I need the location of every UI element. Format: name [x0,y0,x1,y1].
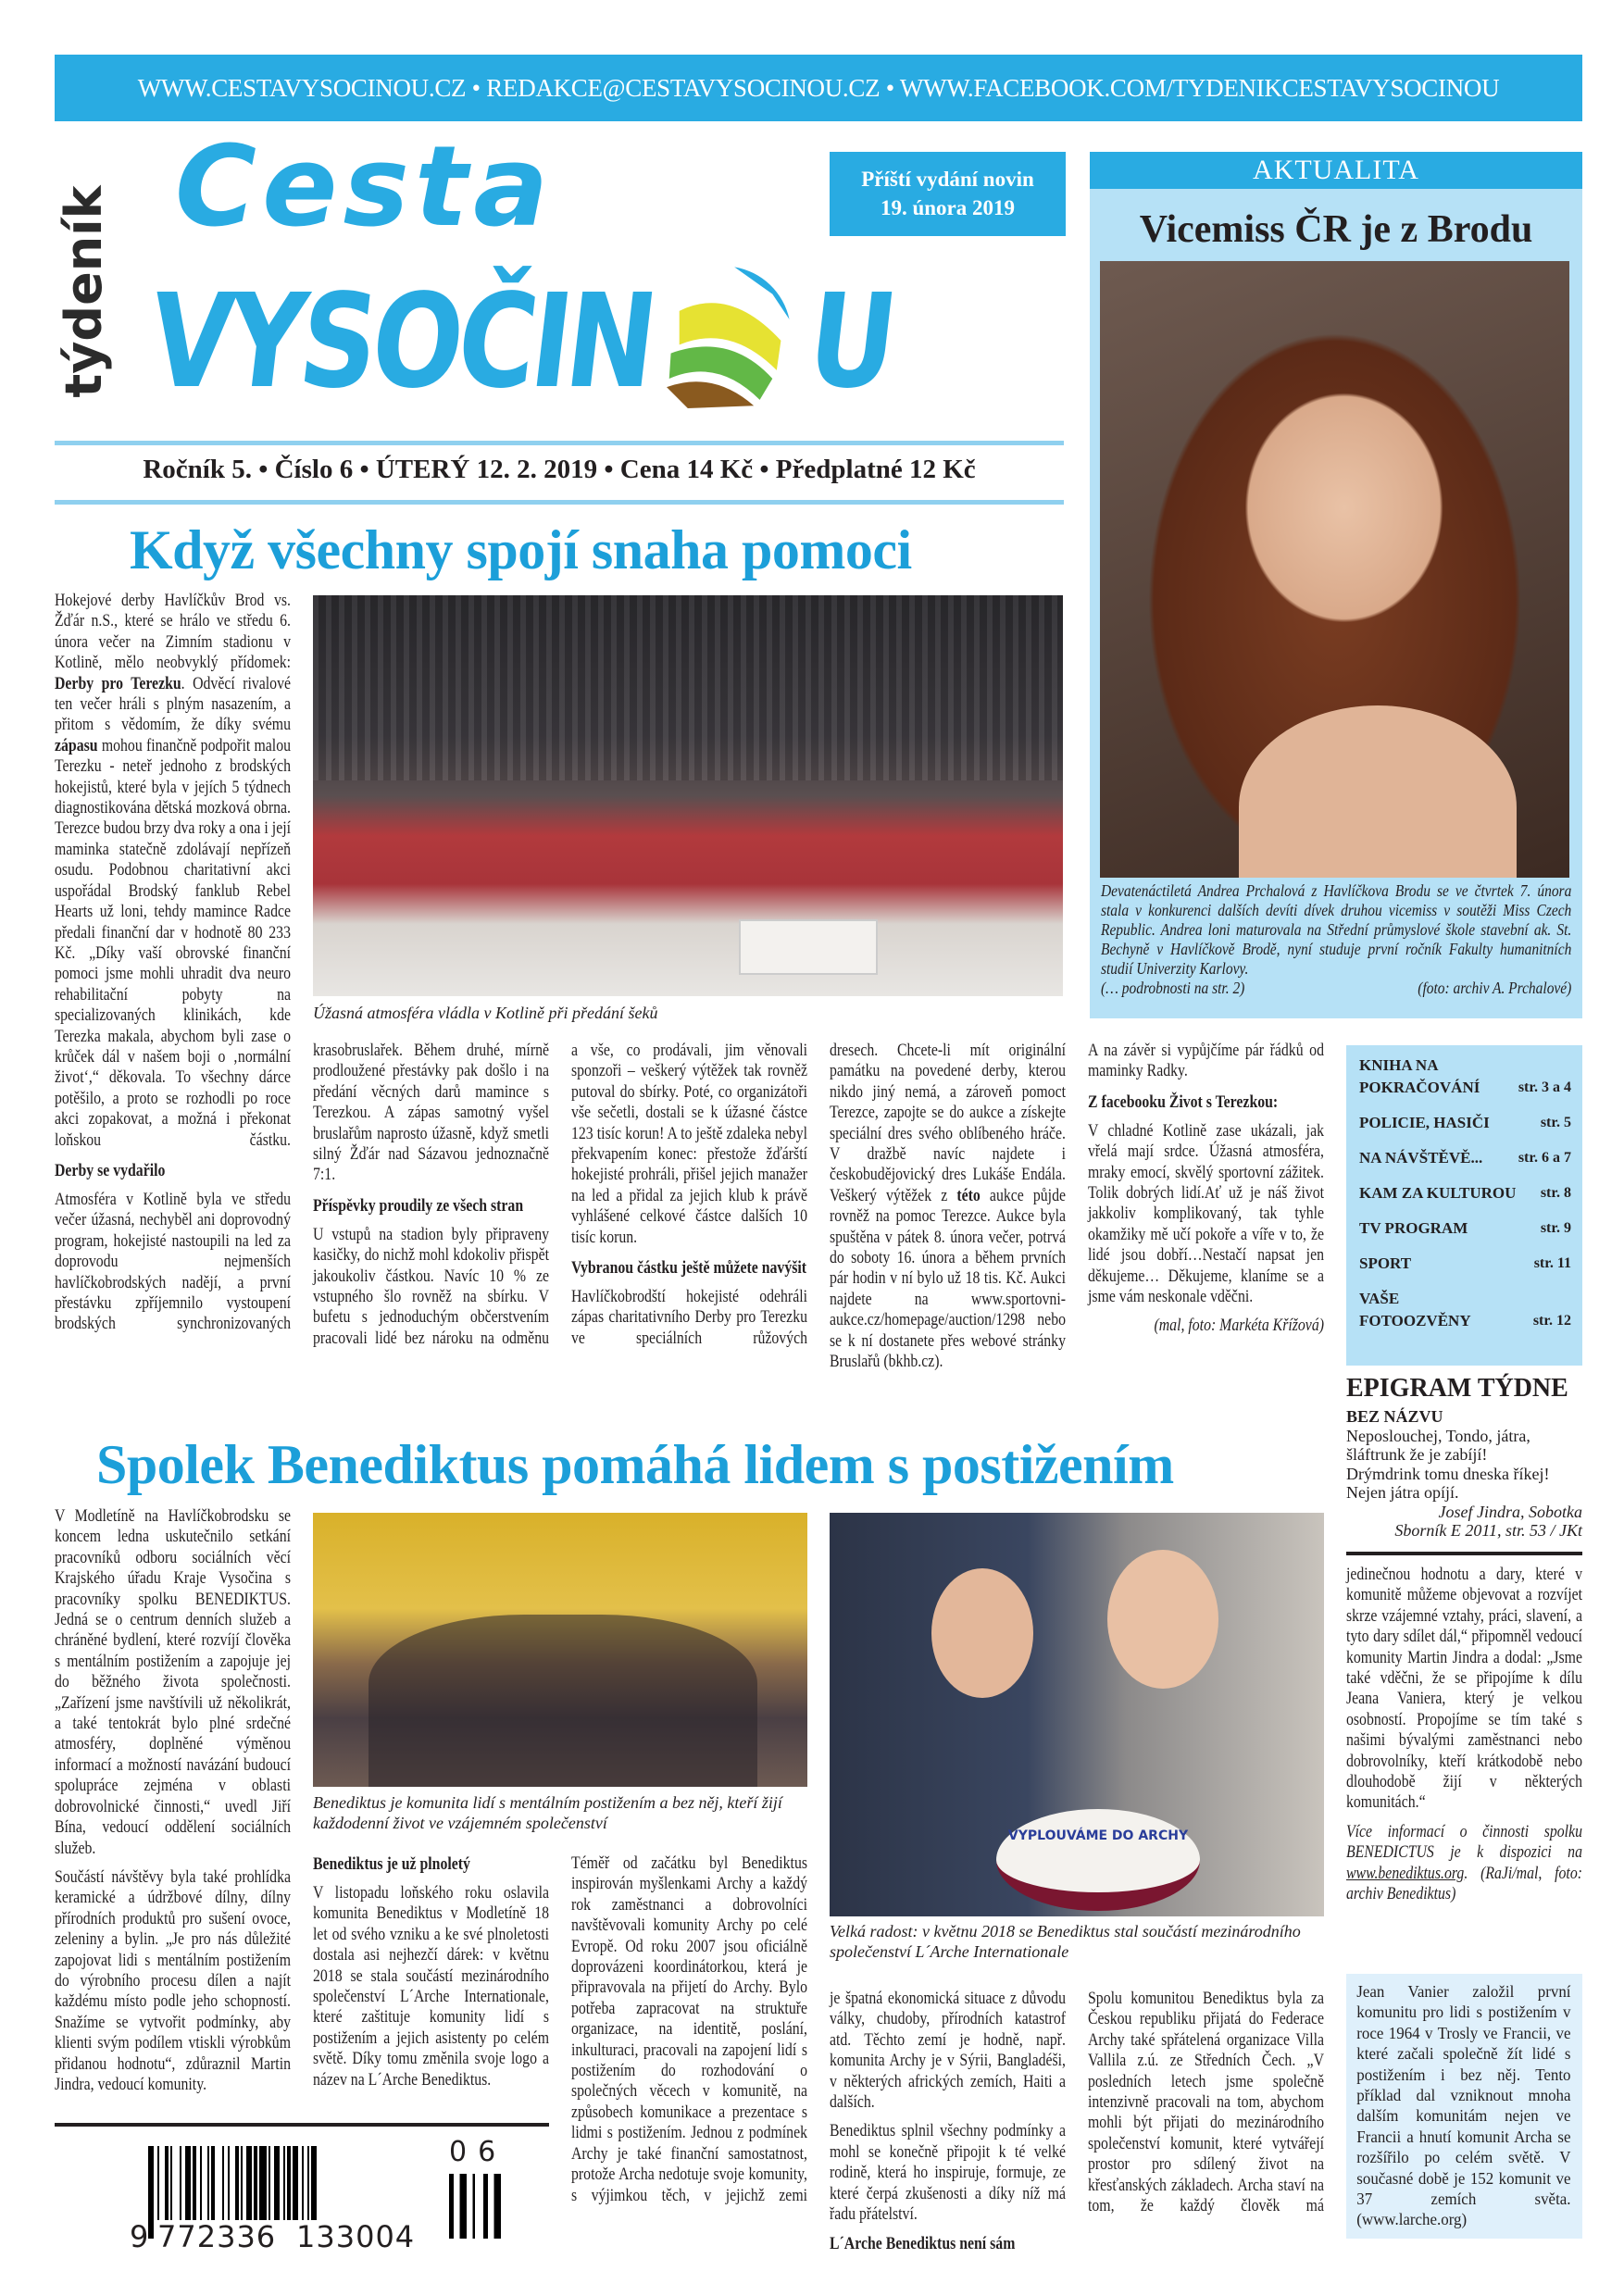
benediktus-group-photo [313,1513,807,1787]
article1-col4 [830,1041,1066,1381]
toc-label: KNIHA NA POKRAČOVÁNÍ [1359,1056,1480,1096]
article2-credit: . (RaJi/mal, foto: archiv Benediktus) [1346,1863,1582,1904]
text: mohou finančně podpořit malou Terezku - neteř jednoho z brodských hokejistů, které byla v jejích 5 týdnech diagnostikována dětská mozková obrna. Terezce budou brzy dva roky a ona i její maminka statečně zdolávají nepřízeň osudu. Podobnou charitativní akci uspořádal Brodský fanklub Rebel Hearts už loni, tehdy mamince Radce předali finanční dar v hodnotě 80 233 Kč. „Díky vaší obrovské finanční pomoci jsme mohli uhradit dva neuro rehabilitační pobyty na specializovaných klinikách, kde Terezka makala, abychom byli zase o krůček dál v našem boji o ‚normální život‘,“ děkovala. To všechny dárce potěšilo, a proto se rozhodli po roce akci zopakovat, a možná i překonat loňskou částku. [55,735,291,1150]
toc-label: NA NÁVŠTĚVĚ... [1359,1149,1483,1167]
toc-item[interactable] [1359,1253,1571,1275]
barcode-bar [211,2146,215,2220]
barcode-bar [148,2146,154,2239]
cake-photo-caption: Velká radost: v květnu 2018 se Benediktus stal součástí mezinárodního společenství L´Arche Internationale [830,1922,1301,1961]
subheading: Derby se vydařilo [55,1160,166,1180]
logo-vysocinou [142,264,905,418]
aktualita-caption [1101,881,1571,998]
paragraph: Havlíčkobrodští hokejisté odehráli zápas charitativního Derby pro Terezku ve speciálních růžových [571,1287,807,1348]
barcode-bar [283,2146,285,2220]
paragraph: V listopadu loňského roku oslavila komunita Benediktus v Modletíně 18 let od svého vzniku a ke své plnoletosti dostala asi nejhezčí dárek: v květnu 2018 se stala součástí mezinárodního společenství L´Arche Internationale, které zaštituje komunity lidí s postižením a jejich asistenty po celém světě. Díky tomu změnila svoje logo a název na L´Arche Benediktus. [313,1883,549,2090]
aktualita-caption-text: Devatenáctiletá Andrea Prchalová z Havlíčkova Brodu se ve čtvrtek 7. února stala v konkurenci dalších devíti dívek druhou vicemiss v soutěži Miss Czech Republic. Andrea loni maturovala na Střední průmyslové škole stavební ak. St. Bechyně v Havlíčkově Brodě, nyní studuje první ročník Fakulty humanitních studií Univerzity Karlovy. [1101,881,1572,978]
woman-face-shape [931,1568,1033,1698]
barcode-addon-bar [449,2174,454,2239]
logo-cesta: Cesta [175,123,555,252]
barcode-addon-bar [473,2174,476,2239]
epigram-title: BEZ NÁZVU [1346,1407,1443,1426]
article2-col5 [1088,1989,1324,2225]
article2-col6 [1346,1565,1582,1914]
barcode-addon-bar [494,2174,502,2239]
article2-col4 [830,1989,1066,2263]
barcode-digits-left: 772336 [157,2219,277,2254]
barcode-bar [200,2146,202,2220]
contents-box [1346,1045,1582,1366]
subheading: Z facebooku Život s Terezkou: [1088,1092,1279,1112]
article1-col2 [313,1041,549,1357]
toc-label: TV PROGRAM [1359,1219,1468,1237]
vicemiss-photo [1100,261,1569,878]
toc-page: str. 11 [1533,1255,1571,1271]
article1-col1 [55,591,291,1343]
paragraph: Atmosféra v Kotlině byla ve středu večer úžasná, nechyběl ani doprovodný program, hokejisté nastoupili na led za doprovodu nejmenších havlíčkobrodských nadějí, a první přestávku zpříjemnilo vystoupení brodských synchronizovaných [55,1189,291,1334]
toc-label: KAM ZA KULTUROU [1359,1184,1517,1202]
subheading: Příspěvky proudily ze všech stran [313,1195,524,1216]
text-bold: Derby pro Terezku [55,673,181,693]
barcode-bar [170,2146,172,2220]
text-bold: této [956,1185,981,1205]
barcode-addon-bar [460,2174,468,2239]
next-issue-date: 19. února 2019 [880,196,1016,219]
barcode-bar [307,2146,309,2220]
text: . Odvěcí rivalové ten večer hráli s plným nasazením, a přitom s vědomím, že díky svému [55,673,292,735]
toc-page: str. 12 [1532,1313,1571,1329]
barcode-bar [207,2146,209,2220]
barcode-bar [222,2146,224,2220]
divider [1346,1552,1582,1555]
logo-globe-icon [652,260,800,408]
paragraph: Spolu komunitou Benediktus byla za Českou republiku přijatá do Federace Archy také spřátelená organizace Villa Vallila z.ú. ze Středních Čech. „V posledních letech jsme společně intenzivně pracovali na tom, abychom mohli být přijati do mezinárodního společenství komunit, které vytvářejí prostor pro sdílený život na křesťanských základech. Archa staví na tom, že každý člověk má [1088,1989,1324,2216]
aktualita-more-link[interactable]: (… podrobnosti na str. 2) [1101,979,1245,997]
toc-page: str. 6 a 7 [1518,1150,1571,1166]
aktualita-credit: (foto: archiv A. Prchalové) [1418,979,1572,997]
toc-label: POLICIE, HASIČI [1359,1114,1490,1131]
barcode-bar [241,2146,243,2220]
aktualita-panel [1090,189,1582,1018]
epigram-author: Josef Jindra, Sobotka [1438,1502,1582,1521]
paragraph: je špatná ekonomická situace z důvodu války, chudoby, přírodních katastrof atd. Těchto zemí je hodně, např. komunita Archy je v Sýrii, Bangladéši, v některých afrických zemích, Haiti a dalších. [830,1989,1066,2113]
article1-col3 [571,1041,807,1357]
jean-vanier-text: Jean Vanier založil první komunitu pro lidi s postižením v roce 1964 v Trosly ve Francii, ve které začali společně žít lidé s postižením i bez něj. Tento příklad dal vzniknout mnoha dalším komunitám nejen ve Francii a hnutí komunit Archa se rozšířilo po celém světě. V současné době je 152 komunit ve 37 zemích světa. (www.larche.org) [1356,1982,1571,2229]
divider [55,2123,549,2127]
toc-item[interactable] [1359,1288,1571,1332]
barcode-bar [246,2146,252,2220]
article2-col2 [313,1853,549,2099]
article2-headline: Spolek Benediktus pomáhá lidem s postižením [96,1434,1174,1495]
aktualita-title: Vicemiss ČR je z Brodu [1139,208,1533,251]
team-banner-check [739,919,878,975]
text: aukce půjde rovněž na pomoc Terezce. Aukce byla spuštěna v pátek 8. února večer, potrvá do soboty 16. února a během prvních pár hodin v ní bylo už 18 tis. Kč. Aukci najdete na www.sportovniaukce.cz/homepage/auction/1298 nebo se k ní dostanete přes webové stránky Bruslařů (bkhb.cz). [830,1185,1066,1372]
paragraph: V chladné Kotlině zase ukázali, jak vřelá mají srdce. Úžasná atmosféra, mraky emocí, skvělý sportovní zážitek. Tolik dobrých lidí.Ať už je náš život jakkoliv komplikovaný, tak tyhle okamžiky mě učí pokoře a víře v to, že lidé jsou dobří…Nestačí napsat jen děkujeme… Děkujeme, klaníme se a jsme vám neskonale vděčni. [1088,1120,1324,1307]
contact-banner: WWW.CESTAVYSOCINOU.CZ • REDAKCE@CESTAVYSOCINOU.CZ • WWW.FACEBOOK.COM/TYDENIKCESTAVYSOCINOU [55,55,1582,121]
barcode-bar [302,2146,304,2220]
crowd-texture [313,595,1063,780]
toc-item[interactable] [1359,1217,1571,1240]
barcode-addon-digits: 06 [449,2136,507,2168]
logo-u: U [800,267,905,418]
toc-label: SPORT [1359,1254,1412,1272]
toc-label: VAŠE FOTOOZVĚNY [1359,1290,1471,1329]
article1-credit: (mal, foto: Markéta Křížová) [1154,1316,1324,1336]
man-face-shape [1107,1550,1218,1689]
cake-text: VYPLOUVÁME DO ARCHY [1007,1828,1189,1843]
paragraph: jedinečnou hodnotu a dary, které v komunitě můžeme objevovat a rozvíjet skrze vzájemné vztahy, práci, slavení, a tyto dary sdílet dál,“ připomněl vedoucí komunity Martin Jindra a dodal: „Jsme také vděčni, že se připojíme k dílu Jeana Vaniera, který je velkou osobností. Propojíme se tím také s našimi bývalými zaměstnanci nebo dobrovolníky, kteří krátkodobě nebo dlouhodobě žijí v některých komunitách.“ [1346,1565,1582,1813]
group-photo-caption: Benediktus je komunita lidí s mentálním postižením a bez něj, kteří žijí každodenní život ve vzájemném společenství [313,1793,782,1832]
shoulder-shape [1239,705,1517,878]
article1-headline: Když všechny spojí snaha pomoci [130,519,912,580]
paragraph: a vše, co prodávali, jim věnovali sponzoři – veškerý výtěžek tak rovněž putoval do sbírky. Poté, co organizátoři vše sečetli, dostali se k úžasné částce 123 tisíc korun! A to ještě zdaleka nebyl překvapením konec: přestože žďárští hokejisté prohráli, přišel jejich manažer na led a přidal za jejich klub k právě vyhlášené celkové částce dalších 10 tisíc korun. [571,1041,807,1247]
paragraph: Benediktus splnil všechny podmínky a mohl se konečně připojit k té velké rodině, která ho inspiruje, formuje, ze které čerpá zkušenosti a díky níž má řadu přátelství. [830,2121,1066,2225]
paragraph: Součástí návštěvy byla také prohlídka keramické a údržbové dílny, dílny přírodních produktů pro sušení ovoce, zeleniny a bylin. „Je pro nás důležité zapojovat lidi s mentálním postižením do výrobního procesu dílen a najít každému místo podle jeho schopností. Snažíme se vytvořit podmínky, aby klienti svým podílem vtiskli výrobkům přidanou hodnotu“, zdůraznil Martin Jindra, vedoucí komunity. [55,1866,291,2094]
toc-item[interactable] [1359,1112,1571,1134]
barcode-bar [193,2146,196,2220]
paragraph: krasobruslařek. Během druhé, mírně prodloužené přestávky pak došlo i na předání věcných darů mamince s Terezkou. A zápas samotný vyšel bruslařům naprosto úžasně, když smetli silný Žďár nad Sázavou jednoznačně 7:1. [313,1041,549,1185]
barcode-addon-bar [483,2174,488,2239]
barcode-bar [254,2146,257,2220]
jean-vanier-box [1346,1974,1582,2239]
article2-col3 [571,1853,807,2215]
subheading: Benediktus je už plnoletý [313,1854,470,1874]
toc-page: str. 5 [1540,1115,1571,1130]
barcode-bar [293,2146,298,2220]
logo-vertical-tydenik: týdeník [55,185,113,398]
epigram-source: Sborník E 2011, str. 53 / JKt [1394,1521,1582,1540]
epigram [1346,1407,1582,1541]
barcode-digit-first: 9 [130,2219,149,2254]
text: Hokejové derby Havlíčkův Brod vs. Žďár n.S., které se hrálo ve středu 6. února večer na Zimním stadionu v Kotlině, mělo neobvyklý přídomek: [55,591,291,673]
benediktus-link[interactable]: www.benediktus.org [1346,1863,1465,1883]
paragraph: V Modletíně na Havlíčkobrodsku se koncem ledna uskutečnilo setkání pracovníků odboru sociálních věcí Krajského úřadu Kraje Vysočina s pracovníky spolku BENEDIKTUS. Jedná se o centrum denních služeb a chráněné bydlení, které rozvíjí člověka s mentálním postižením a zapojuje jej do běžného života společnosti. „Zařízení jsme navštívili už několikrát, a také tentokrát bylo plné srdečné atmosféry, doplněné výměnou informací a možností navázání budoucí spolupráce zejména v oblasti dobrovolnické činnosti,“ uvedl Jiří Bína, vedoucí oddělení sociálních služeb. [55,1506,291,1858]
barcode-bar [185,2146,191,2220]
people-shape [369,1615,757,1787]
epigram-line: Drýmdrink tomu dneska říkej! [1346,1464,1550,1483]
epigram-line: šláftrunk že je zabíjí! [1346,1445,1488,1464]
barcode-bar [269,2146,270,2220]
paragraph: A na závěr si vypůjčíme pár řádků od maminky Radky. [1088,1041,1324,1081]
more-info-text: Více informací o činnosti spolku BENEDICTUS je k dispozici na [1346,1821,1582,1863]
barcode-bar [165,2146,169,2220]
toc-page: str. 9 [1540,1220,1571,1236]
cake [996,1809,1200,1911]
barcode [130,2136,518,2257]
toc-item[interactable] [1359,1147,1571,1169]
subheading: L´Arche Benediktus není sám [830,2234,1016,2254]
article1-col5 [1088,1041,1324,1345]
barcode-bar [287,2146,291,2220]
toc-page: str. 3 a 4 [1518,1079,1571,1095]
subheading: Vybranou částku ještě můžete navýšit [571,1258,807,1279]
text: dresech. Chcete-li mít originální památku na povedené derby, kterou nikdo jiný nemá, a zároveň pomoct Terezce, zapojte se do aukce a získejte speciální dres svého oblíbeného hráče. V dražbě navíc najdete i českobudějovický dres Lukáše Endála. Veškerý výtěžek z [830,1041,1066,1205]
paragraph: Téměř od začátku byl Benediktus inspirován myšlenkami Archy a každý rok zaměstnanci a dobrovolníci navštěvovali komunity Archy po celé Evropě. Od roku 2007 jsou oficiálně doprovázeni koordinátorkou, která je připravovala na přijetí do Archy. Bylo potřeba zapracovat na struktuře organizace, na identitě, poslání, inkulturaci, pracovali na zapojení lidí s postižením do rozhodování o společných věcech v komunitě, na způsobech komunikace a prezentace s lidmi s postižením. Jednou z podmínek Archy je také finanční samostatnost, protože Archa nedotuje svoje komunity, s výjimkou těch, v jejichž zemi [571,1853,807,2205]
aktualita-label: AKTUALITA [1090,152,1582,189]
hockey-team-photo [313,595,1063,996]
issue-info: Ročník 5. • Číslo 6 • ÚTERÝ 12. 2. 2019 • Cena 14 Kč • Předplatné 12 Kč [143,455,976,484]
toc-item[interactable] [1359,1182,1571,1204]
toc-item[interactable] [1359,1054,1571,1099]
benediktus-cake-photo [830,1513,1324,1916]
barcode-bar [228,2146,230,2220]
epigram-heading: EPIGRAM TÝDNE [1346,1374,1568,1403]
barcode-bar [180,2146,181,2220]
article2-col1 [55,1506,291,2103]
barcode-bar [259,2146,267,2220]
logo-vysocin: VYSOČIN [142,267,660,418]
barcode-digits-right: 133004 [296,2219,416,2254]
next-issue-label: Příští vydání novin [861,168,1034,191]
text-bold: zápasu [55,735,98,755]
barcode-bar [274,2146,280,2220]
divider [55,441,1064,445]
divider [55,500,1064,505]
next-issue-box [830,152,1066,236]
epigram-line: Neposlouchej, Tondo, játra, [1346,1426,1530,1445]
paragraph: U vstupů na stadion byly připraveny kasičky, do nichž mohl kdokoliv přispět jakoukoliv částkou. Navíc 10 % ze vstupného šlo rovněž na sbírku. V bufetu s jednoduchým občerstvením pracovali lidé bez nároku na odměnu [313,1224,549,1348]
hockey-photo-caption: Úžasná atmosféra vládla v Kotlině při předání šeků [313,1004,658,1022]
epigram-line: Nejen játra opíjí. [1346,1483,1459,1502]
toc-page: str. 8 [1540,1185,1571,1201]
